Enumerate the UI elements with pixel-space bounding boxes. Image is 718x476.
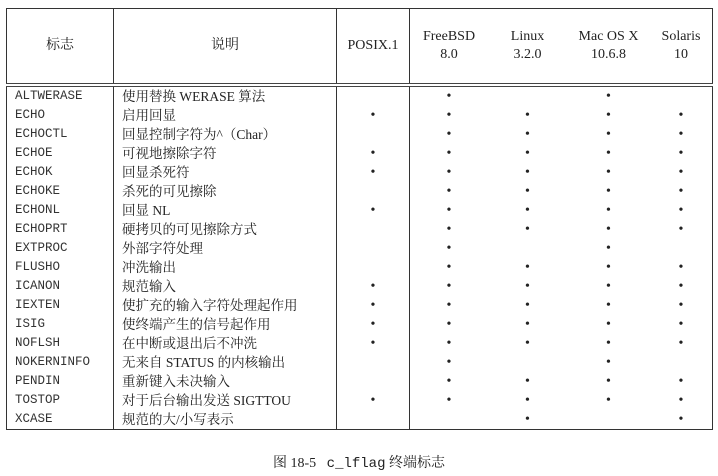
support-mac: • bbox=[606, 108, 611, 123]
header-linux bbox=[488, 9, 567, 86]
support-linux: • bbox=[525, 165, 530, 180]
table-row bbox=[7, 391, 713, 410]
flag-name: PENDIN bbox=[7, 372, 114, 391]
support-posix bbox=[337, 182, 410, 201]
support-mac: • bbox=[606, 393, 611, 408]
header-solaris-name: Solaris bbox=[661, 29, 701, 44]
support-freebsd: • bbox=[446, 203, 452, 218]
support-solaris: • bbox=[678, 127, 684, 142]
caption-text: 终端标志 bbox=[388, 456, 445, 471]
table-row bbox=[7, 125, 713, 144]
table-row bbox=[7, 144, 713, 163]
support-solaris: • bbox=[678, 260, 684, 275]
header-freebsd bbox=[410, 9, 489, 86]
support-linux: • bbox=[525, 279, 530, 294]
support-solaris: • bbox=[678, 374, 684, 389]
table-row bbox=[7, 201, 713, 220]
support-solaris bbox=[650, 353, 713, 372]
support-posix bbox=[337, 410, 410, 430]
support-solaris: • bbox=[678, 393, 684, 408]
support-solaris: • bbox=[678, 165, 684, 180]
flag-description: 重新键入未决输入 bbox=[114, 372, 337, 391]
flag-name: ECHONL bbox=[7, 201, 114, 220]
support-posix: • bbox=[337, 163, 410, 182]
support-solaris: • bbox=[678, 146, 684, 161]
support-freebsd: • bbox=[446, 393, 452, 408]
support-linux: • bbox=[525, 203, 530, 218]
support-linux: • bbox=[525, 222, 530, 237]
support-mac: • bbox=[606, 127, 611, 142]
support-freebsd: • bbox=[446, 184, 452, 199]
support-linux: • bbox=[525, 298, 530, 313]
support-solaris: • bbox=[678, 222, 684, 237]
support-posix bbox=[337, 85, 410, 106]
support-solaris: • bbox=[678, 412, 684, 427]
support-solaris: • bbox=[678, 279, 684, 294]
support-mac: • bbox=[606, 336, 611, 351]
support-linux: • bbox=[525, 412, 530, 427]
support-posix bbox=[337, 125, 410, 144]
figure-caption bbox=[0, 452, 718, 472]
flag-name: FLUSHO bbox=[7, 258, 114, 277]
support-mac: • bbox=[606, 260, 611, 275]
support-mac: • bbox=[606, 146, 611, 161]
flag-name: ECHOCTL bbox=[7, 125, 114, 144]
support-linux: • bbox=[525, 374, 530, 389]
support-solaris: • bbox=[678, 184, 684, 199]
flag-name: ISIG bbox=[7, 315, 114, 334]
flag-name: ECHOKE bbox=[7, 182, 114, 201]
support-posix bbox=[337, 353, 410, 372]
header-mac-version: 10.6.8 bbox=[591, 47, 626, 62]
support-linux: • bbox=[525, 184, 530, 199]
support-posix bbox=[337, 220, 410, 239]
header-row bbox=[7, 9, 713, 86]
flag-description: 无来自 STATUS 的内核输出 bbox=[114, 353, 337, 372]
c-lflag-table bbox=[6, 8, 713, 430]
support-posix: • bbox=[337, 296, 410, 315]
support-freebsd: • bbox=[446, 127, 452, 142]
support-solaris bbox=[650, 85, 713, 106]
support-solaris: • bbox=[678, 298, 684, 313]
support-linux: • bbox=[525, 336, 530, 351]
support-freebsd: • bbox=[446, 146, 452, 161]
support-mac: • bbox=[606, 222, 611, 237]
table-row bbox=[7, 85, 713, 106]
flag-name: ALTWERASE bbox=[7, 85, 114, 106]
table-row bbox=[7, 372, 713, 391]
flag-description: 回显控制字符为^（Char） bbox=[114, 125, 337, 144]
support-solaris: • bbox=[678, 203, 684, 218]
flag-description: 冲洗输出 bbox=[114, 258, 337, 277]
support-mac: • bbox=[606, 317, 611, 332]
support-freebsd: • bbox=[446, 355, 452, 370]
flag-description: 在中断或退出后不冲洗 bbox=[114, 334, 337, 353]
header-desc: 说明 bbox=[114, 9, 337, 86]
support-posix bbox=[337, 239, 410, 258]
header-linux-version: 3.2.0 bbox=[513, 47, 542, 62]
support-posix: • bbox=[337, 106, 410, 125]
header-freebsd-name: FreeBSD bbox=[422, 29, 476, 44]
support-mac: • bbox=[606, 184, 611, 199]
flag-description: 硬拷贝的可见擦除方式 bbox=[114, 220, 337, 239]
support-linux: • bbox=[525, 260, 530, 275]
support-linux: • bbox=[525, 127, 530, 142]
flag-name: ECHOPRT bbox=[7, 220, 114, 239]
support-linux: • bbox=[525, 146, 530, 161]
flag-description: 规范的大/小写表示 bbox=[114, 410, 337, 430]
support-mac: • bbox=[606, 165, 611, 180]
flag-description: 回显 NL bbox=[114, 201, 337, 220]
header-freebsd-version: 8.0 bbox=[440, 47, 458, 62]
table-row bbox=[7, 277, 713, 296]
table-row bbox=[7, 106, 713, 125]
support-solaris: • bbox=[678, 317, 684, 332]
support-solaris bbox=[650, 239, 713, 258]
support-freebsd: • bbox=[446, 222, 452, 237]
support-linux: • bbox=[525, 108, 530, 123]
flag-description: 外部字符处理 bbox=[114, 239, 337, 258]
flag-name: NOFLSH bbox=[7, 334, 114, 353]
table-row bbox=[7, 410, 713, 430]
table-row bbox=[7, 163, 713, 182]
support-freebsd: • bbox=[446, 260, 452, 275]
support-posix bbox=[337, 258, 410, 277]
flag-name: TOSTOP bbox=[7, 391, 114, 410]
flag-description: 杀死的可见擦除 bbox=[114, 182, 337, 201]
support-mac: • bbox=[606, 355, 611, 370]
support-freebsd: • bbox=[446, 241, 452, 256]
flag-name: NOKERNINFO bbox=[7, 353, 114, 372]
support-linux bbox=[488, 353, 567, 372]
flag-description: 使用替换 WERASE 算法 bbox=[114, 85, 337, 106]
flag-description: 回显杀死符 bbox=[114, 163, 337, 182]
support-posix: • bbox=[337, 391, 410, 410]
support-solaris: • bbox=[678, 108, 684, 123]
support-freebsd: • bbox=[446, 336, 452, 351]
support-freebsd: • bbox=[446, 89, 452, 104]
flag-name: IEXTEN bbox=[7, 296, 114, 315]
support-posix: • bbox=[337, 144, 410, 163]
header-linux-name: Linux bbox=[510, 29, 545, 44]
support-linux bbox=[488, 85, 567, 106]
support-mac: • bbox=[606, 374, 611, 389]
header-mac-name: Mac OS X bbox=[578, 29, 639, 44]
support-posix bbox=[337, 372, 410, 391]
support-posix: • bbox=[337, 201, 410, 220]
table-row bbox=[7, 258, 713, 277]
support-freebsd: • bbox=[446, 317, 452, 332]
flag-description: 启用回显 bbox=[114, 106, 337, 125]
flag-name: EXTPROC bbox=[7, 239, 114, 258]
support-freebsd bbox=[410, 410, 489, 430]
support-solaris: • bbox=[678, 336, 684, 351]
support-mac: • bbox=[606, 203, 611, 218]
header-flag: 标志 bbox=[7, 9, 114, 86]
support-linux: • bbox=[525, 317, 530, 332]
header-posix: POSIX.1 bbox=[337, 9, 410, 86]
support-mac bbox=[567, 410, 650, 430]
table-row bbox=[7, 315, 713, 334]
support-freebsd: • bbox=[446, 279, 452, 294]
support-mac: • bbox=[606, 89, 611, 104]
header-solaris bbox=[650, 9, 713, 86]
flag-name: ECHO bbox=[7, 106, 114, 125]
flag-description: 规范输入 bbox=[114, 277, 337, 296]
flag-name: ECHOE bbox=[7, 144, 114, 163]
table-row bbox=[7, 239, 713, 258]
table-row bbox=[7, 334, 713, 353]
support-mac: • bbox=[606, 298, 611, 313]
table-row bbox=[7, 220, 713, 239]
support-posix: • bbox=[337, 277, 410, 296]
flag-name: ICANON bbox=[7, 277, 114, 296]
support-linux: • bbox=[525, 393, 530, 408]
support-posix: • bbox=[337, 334, 410, 353]
flag-description: 可视地擦除字符 bbox=[114, 144, 337, 163]
support-freebsd: • bbox=[446, 374, 452, 389]
table-row bbox=[7, 296, 713, 315]
caption-code: c_lflag bbox=[326, 456, 386, 472]
table-row bbox=[7, 182, 713, 201]
header-mac bbox=[567, 9, 650, 86]
support-freebsd: • bbox=[446, 108, 452, 123]
flag-description: 使扩充的输入字符处理起作用 bbox=[114, 296, 337, 315]
support-freebsd: • bbox=[446, 298, 452, 313]
table-body bbox=[7, 85, 713, 430]
flag-name: ECHOK bbox=[7, 163, 114, 182]
support-mac: • bbox=[606, 241, 611, 256]
flag-description: 对于后台输出发送 SIGTTOU bbox=[114, 391, 337, 410]
table-row bbox=[7, 353, 713, 372]
caption-figure-number: 图 18-5 bbox=[273, 456, 317, 471]
flag-name: XCASE bbox=[7, 410, 114, 430]
flag-description: 使终端产生的信号起作用 bbox=[114, 315, 337, 334]
support-posix: • bbox=[337, 315, 410, 334]
header-solaris-version: 10 bbox=[674, 47, 688, 62]
support-mac: • bbox=[606, 279, 611, 294]
support-linux bbox=[488, 239, 567, 258]
support-freebsd: • bbox=[446, 165, 452, 180]
